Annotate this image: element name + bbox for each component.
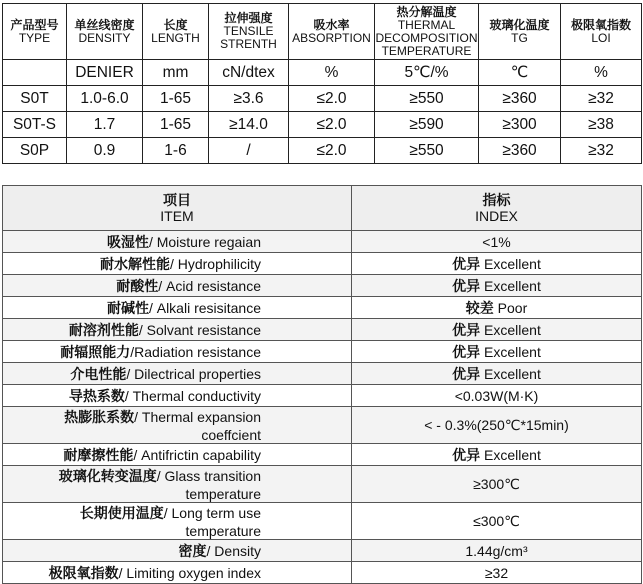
spec-value-cell: 1-65 bbox=[143, 86, 209, 112]
props-table bbox=[2, 185, 642, 584]
spec-header-en: LOI bbox=[591, 30, 611, 45]
spec-value-cell: / bbox=[209, 138, 289, 164]
property-item-cell bbox=[3, 444, 352, 466]
property-row bbox=[3, 385, 642, 407]
property-index-cell bbox=[352, 341, 642, 363]
property-item-zh: 极限氧指数 bbox=[48, 564, 119, 581]
property-index-en: Excellent bbox=[480, 255, 541, 272]
property-item-cell bbox=[3, 562, 352, 584]
property-item-zh: 耐酸性 bbox=[116, 277, 159, 294]
spec-header-cell bbox=[209, 4, 289, 60]
unit-cell bbox=[3, 60, 67, 86]
spec-value-cell: ≤2.0 bbox=[289, 86, 375, 112]
unit-cell: % bbox=[561, 60, 642, 86]
property-item-en: / Moisture regaian bbox=[148, 233, 261, 250]
spec-value-cell: ≥3.6 bbox=[209, 86, 289, 112]
spec-header-en: TG bbox=[511, 30, 528, 45]
property-item-en: / Density bbox=[206, 542, 261, 559]
property-item-en: / Limiting oxygen index bbox=[118, 564, 261, 581]
property-item-zh: 耐摩擦性能 bbox=[63, 446, 134, 463]
spec-header-cell bbox=[479, 4, 561, 60]
property-item-cell bbox=[3, 385, 352, 407]
property-index-en: Excellent bbox=[480, 321, 541, 338]
property-index-zh: 优异 bbox=[452, 321, 481, 338]
spec-header-en: THERMAL DECOMPOSITION TEMPERATURE bbox=[375, 17, 478, 58]
spec-row bbox=[3, 86, 642, 112]
spec-header-cell bbox=[143, 4, 209, 60]
spec-value-cell: ≥590 bbox=[375, 112, 479, 138]
property-index-cell bbox=[352, 503, 642, 540]
spec-table bbox=[2, 3, 642, 164]
property-index-cell bbox=[352, 385, 642, 407]
property-index-cell bbox=[352, 231, 642, 253]
property-index-cell bbox=[352, 275, 642, 297]
units-row bbox=[3, 60, 642, 86]
property-index-en: ≥32 bbox=[484, 564, 509, 581]
property-index-zh: 优异 bbox=[452, 277, 481, 294]
product-type-cell: S0P bbox=[3, 138, 67, 164]
spec-value-cell: ≥550 bbox=[375, 138, 479, 164]
spec-value-cell: ≥14.0 bbox=[209, 112, 289, 138]
property-index-en: < - 0.3%(250℃*15min) bbox=[424, 416, 569, 433]
product-type-cell: S0T bbox=[3, 86, 67, 112]
unit-cell: ℃ bbox=[479, 60, 561, 86]
property-index-zh: 优异 bbox=[452, 365, 481, 382]
spec-row bbox=[3, 138, 642, 164]
property-item-cell bbox=[3, 466, 352, 503]
property-item-cell bbox=[3, 253, 352, 275]
property-item-en: / Solvant resistance bbox=[138, 321, 261, 338]
property-row bbox=[3, 503, 642, 540]
property-index-cell bbox=[352, 562, 642, 584]
spec-header-row bbox=[3, 4, 642, 60]
spec-header-zh: 吸水率 bbox=[313, 17, 350, 32]
spec-header-en: ABSORPTION bbox=[292, 30, 371, 45]
property-row bbox=[3, 562, 642, 584]
property-item-en: /Radiation resistance bbox=[130, 343, 261, 360]
spec-header-zh: 长度 bbox=[163, 17, 188, 32]
property-index-en: Poor bbox=[493, 299, 528, 316]
spec-value-cell: ≤2.0 bbox=[289, 112, 375, 138]
spec-header-cell bbox=[67, 4, 143, 60]
property-item-cell bbox=[3, 341, 352, 363]
property-index-zh: 优异 bbox=[452, 343, 481, 360]
unit-cell: % bbox=[289, 60, 375, 86]
property-index-en: ≥300℃ bbox=[473, 475, 520, 492]
spec-row bbox=[3, 112, 642, 138]
spec-header-zh: 热分解温度 bbox=[396, 4, 457, 19]
property-index-zh: 优异 bbox=[452, 255, 481, 272]
property-index-cell bbox=[352, 466, 642, 503]
spec-value-cell: ≥32 bbox=[561, 138, 642, 164]
spec-value-cell: ≥32 bbox=[561, 86, 642, 112]
spec-header-en: TYPE bbox=[18, 30, 51, 45]
spec-value-cell: ≥550 bbox=[375, 86, 479, 112]
property-index-en: Excellent bbox=[480, 343, 541, 360]
property-index-cell bbox=[352, 407, 642, 444]
property-item-zh: 耐碱性 bbox=[106, 299, 149, 316]
spec-header-zh: 单丝线密度 bbox=[74, 17, 135, 32]
property-item-cell bbox=[3, 275, 352, 297]
spec-value-cell: 1-6 bbox=[143, 138, 209, 164]
spec-value-cell: 1.7 bbox=[67, 112, 143, 138]
unit-cell: mm bbox=[143, 60, 209, 86]
property-item-en: / Acid resistance bbox=[158, 277, 261, 294]
property-row bbox=[3, 444, 642, 466]
property-index-en: <0.03W(M·K) bbox=[454, 387, 539, 404]
property-item-zh: 长期使用温度 bbox=[79, 505, 164, 521]
property-item-cell bbox=[3, 407, 352, 444]
spec-header-en: DENSITY bbox=[78, 30, 131, 45]
spec-header-en: LENGTH bbox=[151, 30, 200, 45]
property-item-cell bbox=[3, 297, 352, 319]
property-row bbox=[3, 275, 642, 297]
index-header-en: INDEX bbox=[475, 208, 518, 224]
property-index-en: Excellent bbox=[480, 277, 541, 294]
property-index-en: <1% bbox=[482, 233, 511, 250]
spec-header-zh: 玻璃化温度 bbox=[489, 17, 550, 32]
product-type-cell: S0T-S bbox=[3, 112, 67, 138]
spec-header-en: TENSILE STRENTH bbox=[220, 24, 277, 51]
property-item-zh: 玻璃化转变温度 bbox=[58, 468, 157, 484]
item-header bbox=[3, 186, 352, 231]
unit-cell: 5℃/% bbox=[375, 60, 479, 86]
property-item-en: / Hydrophilicity bbox=[169, 255, 261, 272]
spec-value-cell: ≥360 bbox=[479, 138, 561, 164]
property-index-zh: 较差 bbox=[465, 299, 494, 316]
spec-header-cell bbox=[3, 4, 67, 60]
property-row bbox=[3, 231, 642, 253]
property-index-en: Excellent bbox=[480, 365, 541, 382]
spec-header-zh: 极限氧指数 bbox=[570, 17, 631, 32]
property-item-cell bbox=[3, 319, 352, 341]
property-row bbox=[3, 253, 642, 275]
spec-value-cell: ≤2.0 bbox=[289, 138, 375, 164]
spec-value-cell: ≥360 bbox=[479, 86, 561, 112]
spec-header-cell bbox=[289, 4, 375, 60]
property-index-cell bbox=[352, 253, 642, 275]
property-item-zh: 耐水解性能 bbox=[99, 255, 170, 272]
property-item-en: / Alkali resisitance bbox=[148, 299, 261, 316]
property-index-cell bbox=[352, 319, 642, 341]
property-index-cell bbox=[352, 363, 642, 385]
property-item-en: / Antifrictin capability bbox=[133, 446, 261, 463]
spec-header-cell bbox=[375, 4, 479, 60]
property-item-cell bbox=[3, 363, 352, 385]
property-item-en: / Glass transition temperature bbox=[156, 468, 261, 502]
property-row bbox=[3, 297, 642, 319]
property-item-zh: 介电性能 bbox=[70, 365, 127, 382]
property-item-zh: 热膨胀系数 bbox=[64, 409, 135, 425]
property-item-zh: 耐溶剂性能 bbox=[68, 321, 139, 338]
unit-cell: DENIER bbox=[67, 60, 143, 86]
item-header-en: ITEM bbox=[160, 208, 194, 224]
spec-header-cell bbox=[561, 4, 642, 60]
unit-cell: cN/dtex bbox=[209, 60, 289, 86]
spec-value-cell: ≥300 bbox=[479, 112, 561, 138]
property-item-en: / Thermal conductivity bbox=[124, 387, 261, 404]
property-row bbox=[3, 319, 642, 341]
property-item-zh: 导热系数 bbox=[68, 387, 125, 404]
property-row bbox=[3, 466, 642, 503]
property-index-cell bbox=[352, 444, 642, 466]
spec-header-zh: 产品型号 bbox=[10, 17, 59, 32]
property-item-en: / Dilectrical properties bbox=[126, 365, 261, 382]
property-row bbox=[3, 341, 642, 363]
spec-value-cell: 1.0-6.0 bbox=[67, 86, 143, 112]
property-index-en: 1.44g/cm³ bbox=[465, 542, 528, 559]
property-item-zh: 耐辐照能力 bbox=[60, 343, 131, 360]
property-index-en: ≤300℃ bbox=[473, 512, 520, 529]
spec-value-cell: ≥38 bbox=[561, 112, 642, 138]
property-item-en: / Long term use temperature bbox=[163, 505, 261, 539]
index-header bbox=[352, 186, 642, 231]
property-item-zh: 吸湿性 bbox=[106, 233, 149, 250]
spec-value-cell: 0.9 bbox=[67, 138, 143, 164]
props-header-row bbox=[3, 186, 642, 231]
property-item-en: / Thermal expansion coeffcient bbox=[134, 409, 261, 443]
property-index-zh: 优异 bbox=[452, 446, 481, 463]
spec-header-zh: 拉伸强度 bbox=[224, 11, 273, 25]
property-item-zh: 密度 bbox=[178, 542, 207, 559]
property-index-en: Excellent bbox=[480, 446, 541, 463]
item-header-zh: 项目 bbox=[163, 192, 191, 208]
property-item-cell bbox=[3, 231, 352, 253]
property-row bbox=[3, 407, 642, 444]
index-header-zh: 指标 bbox=[482, 192, 511, 208]
spec-value-cell: 1-65 bbox=[143, 112, 209, 138]
property-index-cell bbox=[352, 297, 642, 319]
property-row bbox=[3, 363, 642, 385]
property-item-cell bbox=[3, 503, 352, 540]
